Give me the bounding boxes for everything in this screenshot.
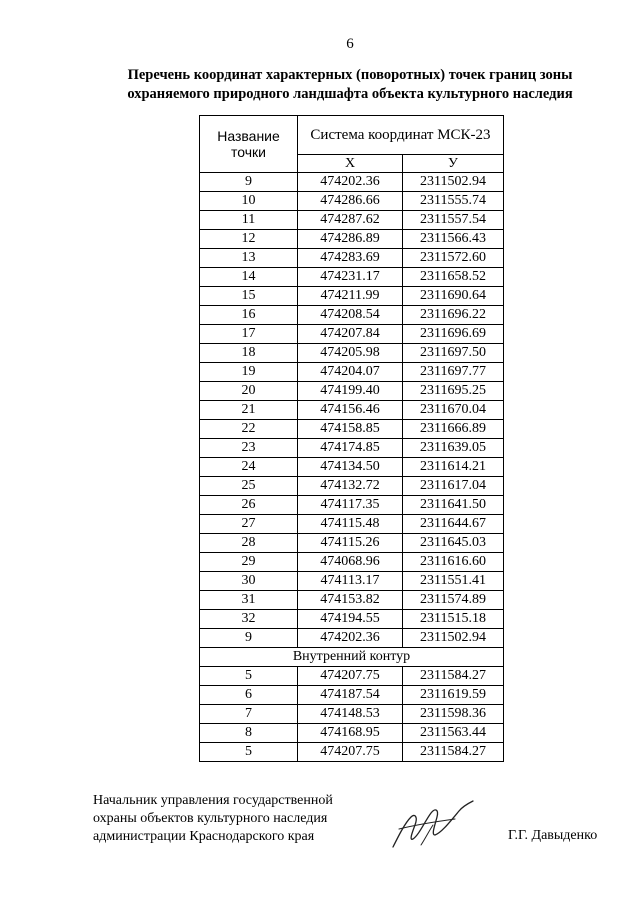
x-coordinate-cell: 474283.69 [298,249,403,268]
inner-contour-label: Внутренний контур [200,648,504,667]
x-coordinate-cell: 474113.17 [298,572,403,591]
table-row [200,363,504,382]
point-name-cell: 9 [200,629,298,648]
y-coordinate-cell: 2311555.74 [403,192,504,211]
y-coordinate-cell: 2311551.41 [403,572,504,591]
table-row [200,344,504,363]
y-coordinate-cell: 2311502.94 [403,629,504,648]
table-row [200,325,504,344]
point-name-cell: 17 [200,325,298,344]
header-y: У [403,155,504,173]
x-coordinate-cell: 474168.95 [298,724,403,743]
y-coordinate-cell: 2311584.27 [403,743,504,762]
point-name-cell: 18 [200,344,298,363]
table-row [200,382,504,401]
table-row [200,211,504,230]
point-name-cell: 30 [200,572,298,591]
outer-contour-rows [200,173,504,648]
x-coordinate-cell: 474134.50 [298,458,403,477]
table-row [200,629,504,648]
y-coordinate-cell: 2311617.04 [403,477,504,496]
x-coordinate-cell: 474202.36 [298,629,403,648]
position-line-2: охраны объектов культурного наследия [93,811,328,826]
y-coordinate-cell: 2311697.50 [403,344,504,363]
title-line-1: Перечень координат характерных (поворотных) точек границ зоны [127,67,573,83]
table-row [200,477,504,496]
x-coordinate-cell: 474286.66 [298,192,403,211]
header-coordinate-system: Система координат МСК-23 [298,116,504,155]
coordinates-table [199,115,504,762]
y-coordinate-cell: 2311574.89 [403,591,504,610]
table-row [200,192,504,211]
y-coordinate-cell: 2311619.59 [403,686,504,705]
y-coordinate-cell: 2311572.60 [403,249,504,268]
point-name-cell: 6 [200,686,298,705]
x-coordinate-cell: 474153.82 [298,591,403,610]
y-coordinate-cell: 2311690.64 [403,287,504,306]
table-row [200,401,504,420]
table-row [200,439,504,458]
y-coordinate-cell: 2311502.94 [403,173,504,192]
header-x: Х [298,155,403,173]
point-name-cell: 23 [200,439,298,458]
point-name-cell: 14 [200,268,298,287]
x-coordinate-cell: 474199.40 [298,382,403,401]
title-line-2: охраняемого природного ландшафта объекта культурного наследия [127,86,573,102]
x-coordinate-cell: 474204.07 [298,363,403,382]
x-coordinate-cell: 474115.48 [298,515,403,534]
y-coordinate-cell: 2311658.52 [403,268,504,287]
point-name-cell: 24 [200,458,298,477]
point-name-cell: 26 [200,496,298,515]
y-coordinate-cell: 2311666.89 [403,420,504,439]
y-coordinate-cell: 2311566.43 [403,230,504,249]
point-name-cell: 28 [200,534,298,553]
point-name-cell: 31 [200,591,298,610]
y-coordinate-cell: 2311696.69 [403,325,504,344]
signatory-name: Г.Г. Давыденко [508,828,598,843]
y-coordinate-cell: 2311645.03 [403,534,504,553]
position-line-1: Начальник управления государственной [93,793,333,808]
x-coordinate-cell: 474207.75 [298,667,403,686]
table-row [200,287,504,306]
point-name-cell: 32 [200,610,298,629]
table-row [200,667,504,686]
table-row [200,420,504,439]
table-row [200,458,504,477]
y-coordinate-cell: 2311695.25 [403,382,504,401]
inner-contour-section-row [200,648,504,667]
point-name-cell: 22 [200,420,298,439]
point-name-cell: 27 [200,515,298,534]
x-coordinate-cell: 474287.62 [298,211,403,230]
table-row [200,591,504,610]
x-coordinate-cell: 474117.35 [298,496,403,515]
x-coordinate-cell: 474205.98 [298,344,403,363]
table-row [200,610,504,629]
x-coordinate-cell: 474115.26 [298,534,403,553]
y-coordinate-cell: 2311598.36 [403,705,504,724]
x-coordinate-cell: 474207.84 [298,325,403,344]
table-row [200,553,504,572]
header-point-name: Название точки [200,116,298,173]
x-coordinate-cell: 474068.96 [298,553,403,572]
x-coordinate-cell: 474207.75 [298,743,403,762]
x-coordinate-cell: 474158.85 [298,420,403,439]
point-name-cell: 9 [200,173,298,192]
table-row [200,534,504,553]
point-name-cell: 29 [200,553,298,572]
point-name-cell: 11 [200,211,298,230]
table-row [200,230,504,249]
table-row [200,496,504,515]
x-coordinate-cell: 474132.72 [298,477,403,496]
table-row [200,686,504,705]
table-row [200,705,504,724]
point-name-cell: 16 [200,306,298,325]
y-coordinate-cell: 2311557.54 [403,211,504,230]
table-row [200,743,504,762]
y-coordinate-cell: 2311616.60 [403,553,504,572]
table-row [200,724,504,743]
y-coordinate-cell: 2311584.27 [403,667,504,686]
table-row [200,268,504,287]
table-row [200,306,504,325]
point-name-cell: 7 [200,705,298,724]
document-title [60,66,640,104]
point-name-cell: 20 [200,382,298,401]
point-name-cell: 19 [200,363,298,382]
point-name-cell: 5 [200,667,298,686]
x-coordinate-cell: 474156.46 [298,401,403,420]
point-name-cell: 8 [200,724,298,743]
y-coordinate-cell: 2311644.67 [403,515,504,534]
x-coordinate-cell: 474231.17 [298,268,403,287]
x-coordinate-cell: 474194.55 [298,610,403,629]
handwritten-signature [385,795,475,855]
x-coordinate-cell: 474211.99 [298,287,403,306]
point-name-cell: 12 [200,230,298,249]
table-row [200,173,504,192]
page-number: 6 [346,36,354,52]
y-coordinate-cell: 2311696.22 [403,306,504,325]
x-coordinate-cell: 474148.53 [298,705,403,724]
x-coordinate-cell: 474286.89 [298,230,403,249]
point-name-cell: 10 [200,192,298,211]
x-coordinate-cell: 474174.85 [298,439,403,458]
x-coordinate-cell: 474208.54 [298,306,403,325]
point-name-cell: 21 [200,401,298,420]
x-coordinate-cell: 474202.36 [298,173,403,192]
inner-contour-rows [200,667,504,762]
y-coordinate-cell: 2311670.04 [403,401,504,420]
y-coordinate-cell: 2311515.18 [403,610,504,629]
table-row [200,515,504,534]
y-coordinate-cell: 2311641.50 [403,496,504,515]
point-name-cell: 25 [200,477,298,496]
y-coordinate-cell: 2311639.05 [403,439,504,458]
table-row [200,249,504,268]
point-name-cell: 15 [200,287,298,306]
x-coordinate-cell: 474187.54 [298,686,403,705]
table-row [200,572,504,591]
position-line-3: администрации Краснодарского края [93,829,315,844]
y-coordinate-cell: 2311563.44 [403,724,504,743]
y-coordinate-cell: 2311614.21 [403,458,504,477]
y-coordinate-cell: 2311697.77 [403,363,504,382]
point-name-cell: 5 [200,743,298,762]
signatory-position [93,792,333,846]
point-name-cell: 13 [200,249,298,268]
